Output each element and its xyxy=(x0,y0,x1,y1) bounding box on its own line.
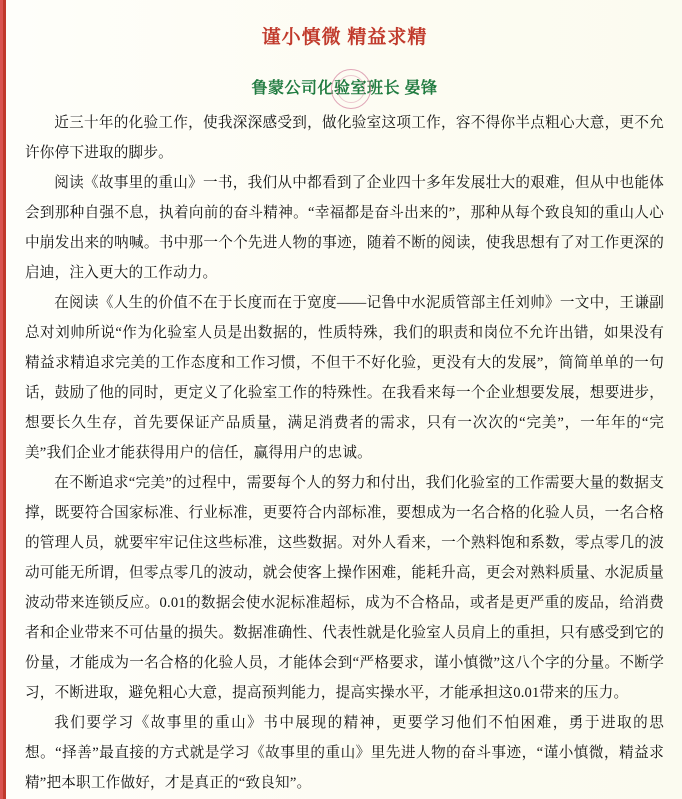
document-body xyxy=(25,108,664,798)
left-margin-rule xyxy=(3,0,6,799)
paragraph: 我们要学习《故事里的重山》书中展现的精神，更要学习他们不怕困难，勇于进取的思想。“择善”最直接的方式就是学习《故事里的重山》里先进人物的奋斗事迹，“谨小慎微，精益求精”把本职工作做好，才是真正的“致良知”。 xyxy=(25,715,664,791)
document-content xyxy=(3,0,682,798)
author-byline-text: 鲁蒙公司化验室班长 晏锋 xyxy=(251,80,438,97)
page-title: 谨小慎微 精益求精 xyxy=(261,27,428,48)
paragraph: 阅读《故事里的重山》一书，我们从中都看到了企业四十多年发展壮大的艰难，但从中也能体会到那种自强不息，执着向前的奋斗精神。“幸福都是奋斗出来的”，那种从每个致良知的重山人心中崩发出来的呐喊。书中那一个个先进人物的事迹，随着不断的阅读，使我思想有了对工作更深的启迪，注入更大的工作动力。 xyxy=(25,175,664,281)
author-byline xyxy=(25,75,664,98)
paragraph: 近三十年的化验工作，使我深深感受到，做化验室这项工作，容不得你半点粗心大意，更不允许你停下进取的脚步。 xyxy=(25,115,664,161)
paragraph: 在不断追求“完美”的过程中，需要每个人的努力和付出，我们化验室的工作需要大量的数据支撑，既要符合国家标准、行业标准，更要符合内部标准，要想成为一名合格的化验人员，一名合格的管理人员，就要牢牢记住这些标准，这些数据。对外人看来，一个熟料饱和系数，零点零几的波动可能无所谓，但零点零几的波动，就会使客上操作困难，能耗升高，更会对熟料质量、水泥质量波动带来连锁反应。0.01的数据会使水泥标准超标，成为不合格品，或者是更严重的废品，给消费者和企业带来不可估量的损失。数据准确性、代表性就是化验室人员肩上的重担，只有感受到它的份量，才能成为一名合格的化验人员，才能体会到“严格要求，谨小慎微”这八个字的分量。不断学习，不断进取，避免粗心大意，提高预判能力，提高实操水平，才能承担这0.01带来的压力。 xyxy=(25,475,664,701)
paragraph: 在阅读《人生的价值不在于长度而在于宽度——记鲁中水泥质管部主任刘帅》一文中，王谦副总对刘帅所说“作为化验室人员是出数据的，性质特殊，我们的职责和岗位不允许出错，如果没有精益求精追求完美的工作态度和工作习惯，不但干不好化验，更没有大的发展”，简简单单的一句话，鼓励了他的同时，更定义了化验室工作的特殊性。在我看来每一个企业想要发展，想要进步，想要长久生存，首先要保证产品质量，满足消费者的需求，只有一次次的“完美”，一年年的“完美”我们企业才能获得用户的信任，赢得用户的忠诚。 xyxy=(25,295,664,461)
